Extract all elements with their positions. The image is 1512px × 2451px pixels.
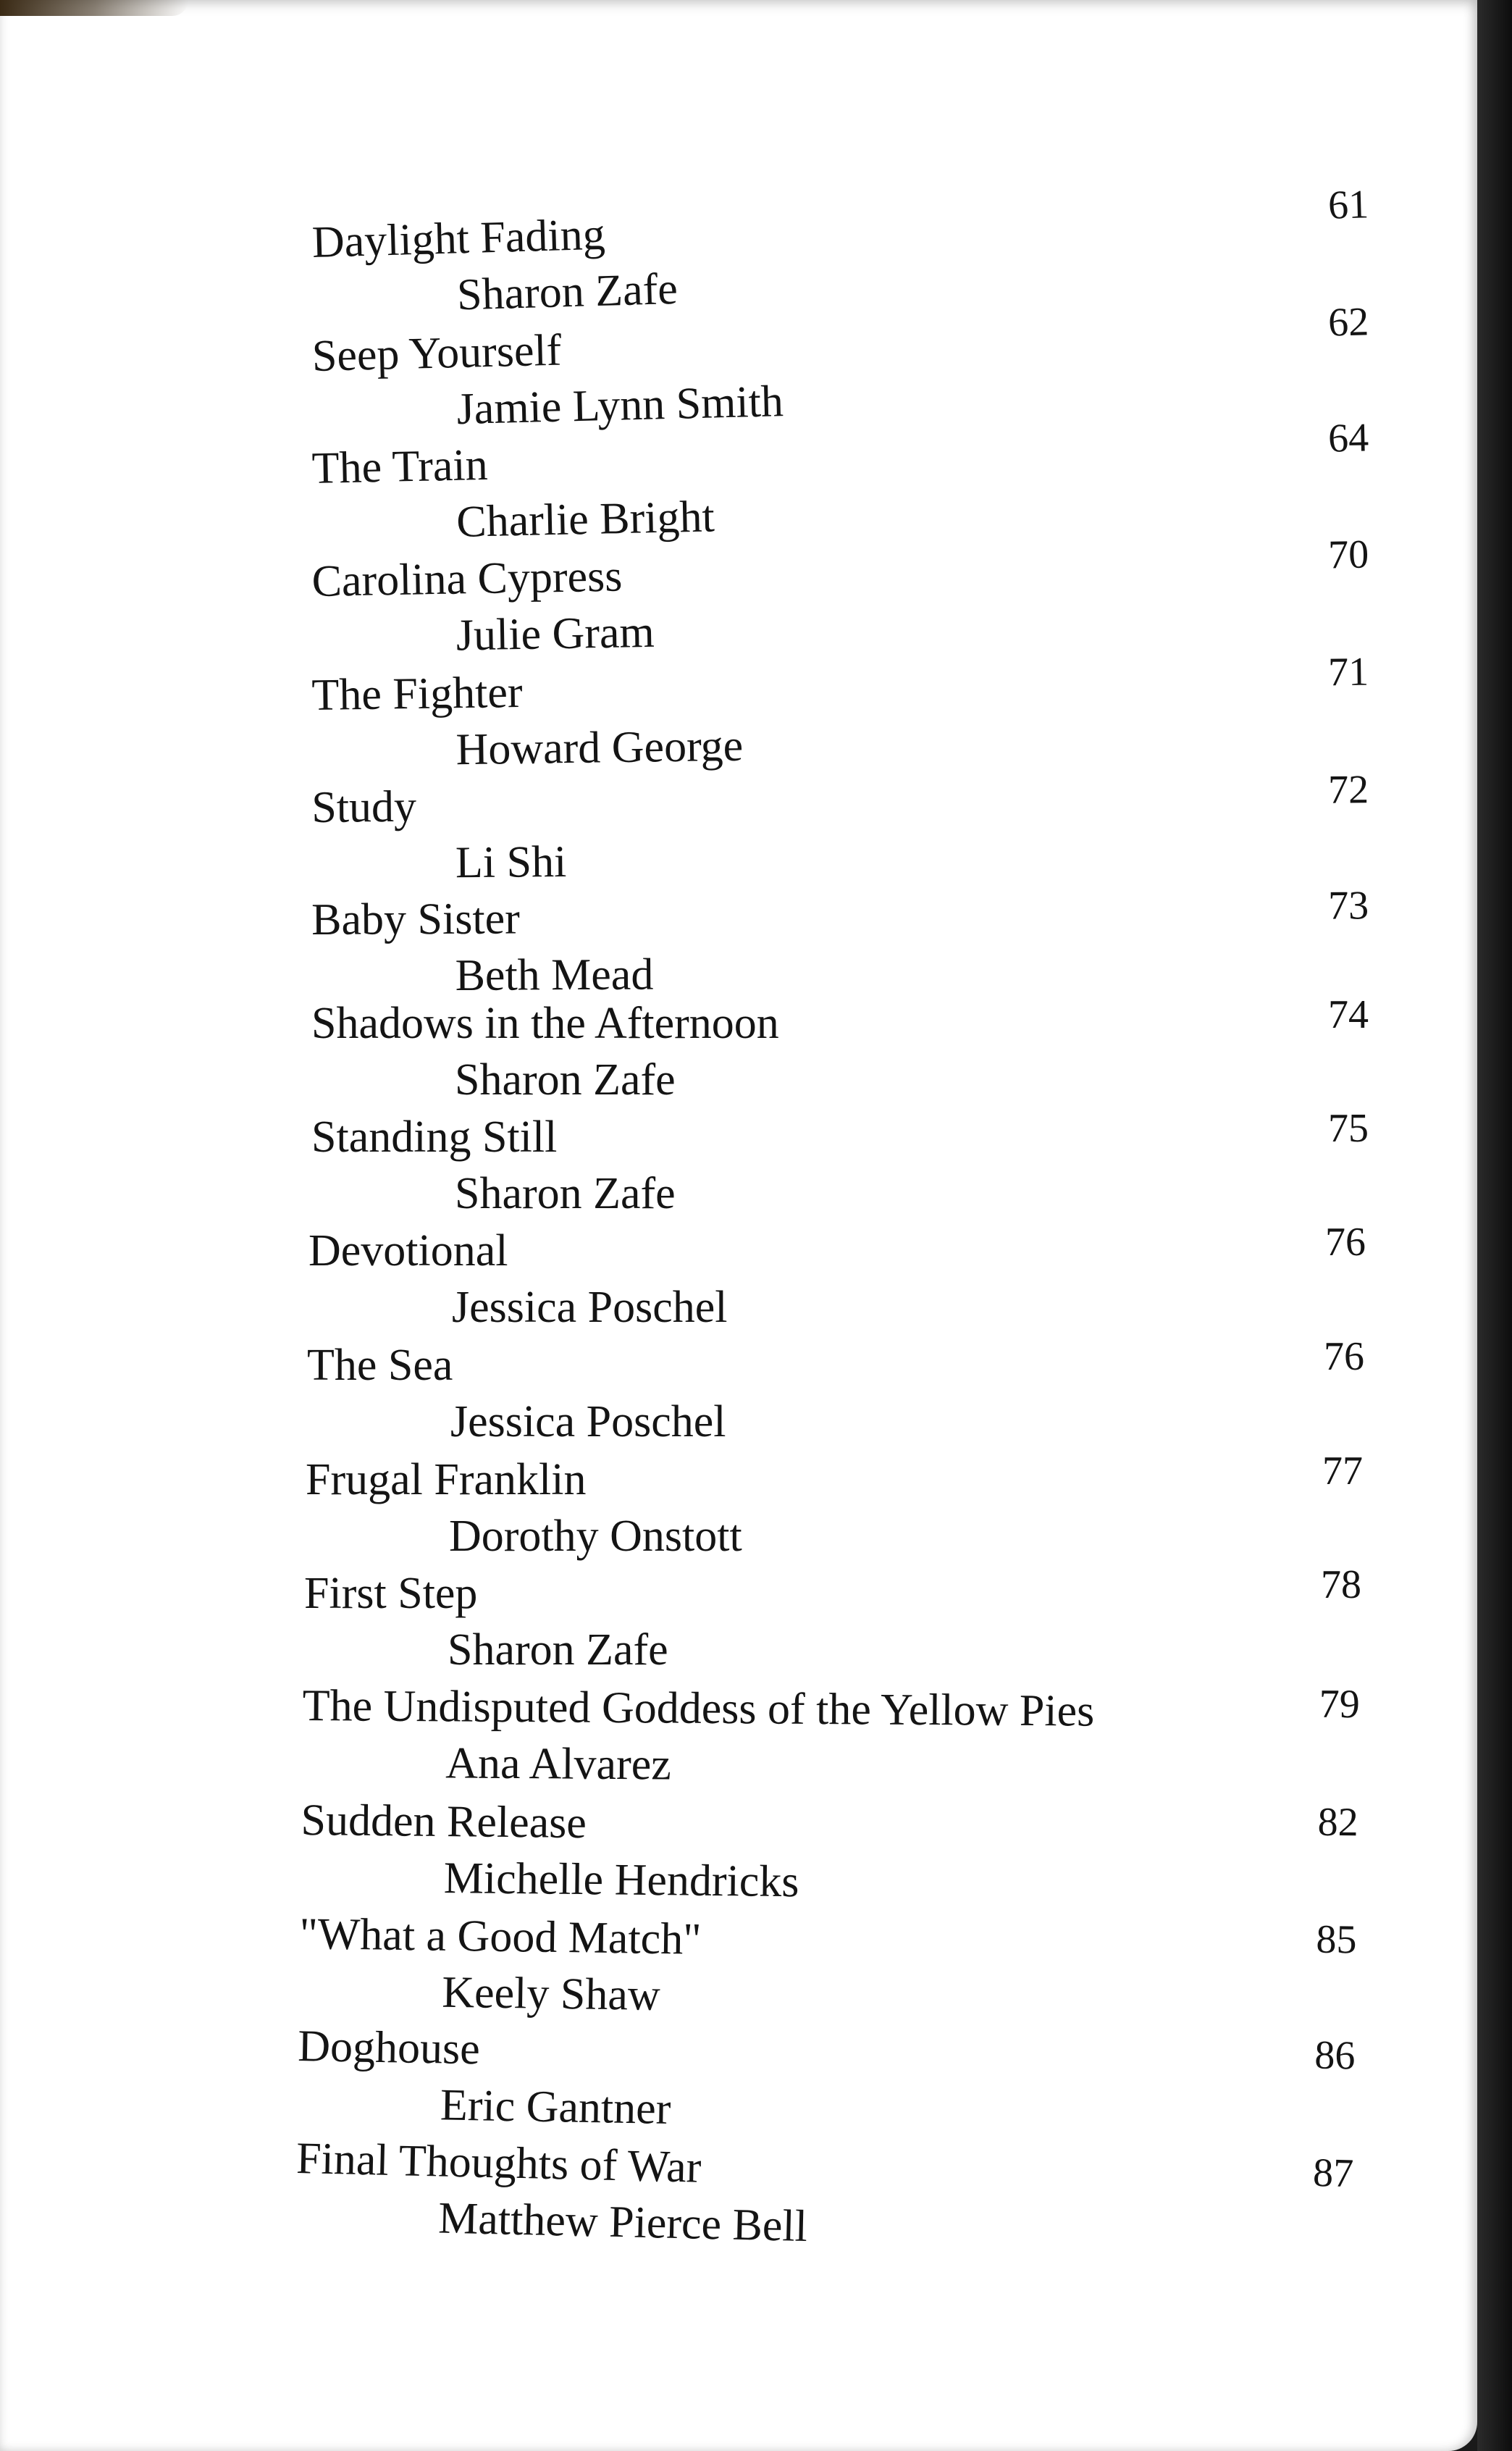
book-edge-shadow <box>1477 0 1512 2451</box>
entry-author: Keely Shaw <box>441 1967 661 2020</box>
entry-title: Baby Sister <box>311 894 520 944</box>
entry-title: "What a Good Match" <box>299 1909 702 1964</box>
toc-entry <box>0 1562 1470 1682</box>
entry-page-number: 75 <box>1328 1106 1369 1151</box>
toc-entry <box>0 883 1478 1010</box>
entry-title: The Train <box>311 440 489 493</box>
entry-page-number: 82 <box>1317 1799 1359 1845</box>
entry-title: Seep Yourself <box>311 325 563 381</box>
entry-author: Sharon Zafe <box>448 1625 668 1675</box>
toc-entry <box>0 767 1478 899</box>
entry-page-number: 87 <box>1312 2150 1354 2197</box>
entry-page-number: 73 <box>1327 883 1369 929</box>
entry-title: Shadows in the Afternoon <box>311 999 779 1048</box>
entry-author: Charlie Bright <box>455 492 715 547</box>
entry-title: Devotional <box>308 1226 508 1275</box>
toc-entry <box>0 1904 1466 2038</box>
entry-title: Study <box>311 782 417 832</box>
entry-author: Howard George <box>455 721 744 775</box>
toc-entry <box>0 1220 1474 1339</box>
entry-author: Beth Mead <box>455 950 654 1000</box>
entry-page-number: 62 <box>1327 299 1369 345</box>
entry-title: Carolina Cypress <box>311 551 623 606</box>
entry-page-number: 71 <box>1327 649 1369 695</box>
entry-author: Julie Gram <box>455 607 655 661</box>
entry-title: Daylight Fading <box>311 209 606 267</box>
entry-title: The Sea <box>307 1341 453 1390</box>
entry-page-number: 79 <box>1319 1681 1361 1727</box>
entry-page-number: 64 <box>1327 415 1369 461</box>
entry-page-number: 76 <box>1324 1334 1364 1379</box>
entry-author: Dorothy Onstott <box>449 1512 742 1561</box>
entry-author: Jessica Poschel <box>452 1283 728 1332</box>
entry-author: Sharon Zafe <box>456 264 679 320</box>
entry-page-number: 70 <box>1327 532 1369 578</box>
entry-title: Final Thoughts of War <box>295 2133 702 2192</box>
toc-entry <box>0 1449 1471 1568</box>
entry-author: Jessica Poschel <box>450 1397 726 1446</box>
entry-page-number: 72 <box>1327 767 1369 813</box>
entry-author: Matthew Pierce Bell <box>437 2193 808 2252</box>
entry-page-number: 77 <box>1322 1449 1363 1493</box>
entry-page-number: 61 <box>1327 182 1369 228</box>
entry-title: Doghouse <box>297 2021 481 2074</box>
entry-title: Standing Still <box>311 1113 558 1162</box>
toc-entry <box>0 1678 1469 1802</box>
entry-author: Sharon Zafe <box>455 1055 676 1105</box>
toc-entry <box>0 1791 1467 1920</box>
entry-author: Ana Alvarez <box>445 1738 672 1790</box>
entry-page-number: 85 <box>1316 1916 1357 1963</box>
entry-title: Sudden Release <box>301 1796 587 1848</box>
entry-title: First Step <box>304 1569 478 1618</box>
entry-author: Li Shi <box>455 837 567 888</box>
entry-page-number: 86 <box>1314 2032 1356 2079</box>
toc-entry <box>0 1106 1477 1226</box>
entry-title: Frugal Franklin <box>306 1455 587 1504</box>
entry-author: Michelle Hendricks <box>443 1853 799 1907</box>
toc-entry <box>0 649 1479 788</box>
entry-page-number: 78 <box>1321 1562 1361 1607</box>
toc-entry <box>0 992 1477 1112</box>
entry-title: The Fighter <box>311 667 523 720</box>
entry-author: Eric Gantner <box>440 2080 671 2134</box>
entry-author: Sharon Zafe <box>455 1169 676 1218</box>
entry-page-number: 76 <box>1325 1220 1366 1265</box>
entry-page-number: 74 <box>1328 992 1369 1037</box>
entry-title: The Undisputed Goddess of the Yellow Pies <box>302 1681 1095 1736</box>
toc-entry <box>0 1334 1473 1454</box>
entry-author: Jamie Lynn Smith <box>455 377 784 435</box>
